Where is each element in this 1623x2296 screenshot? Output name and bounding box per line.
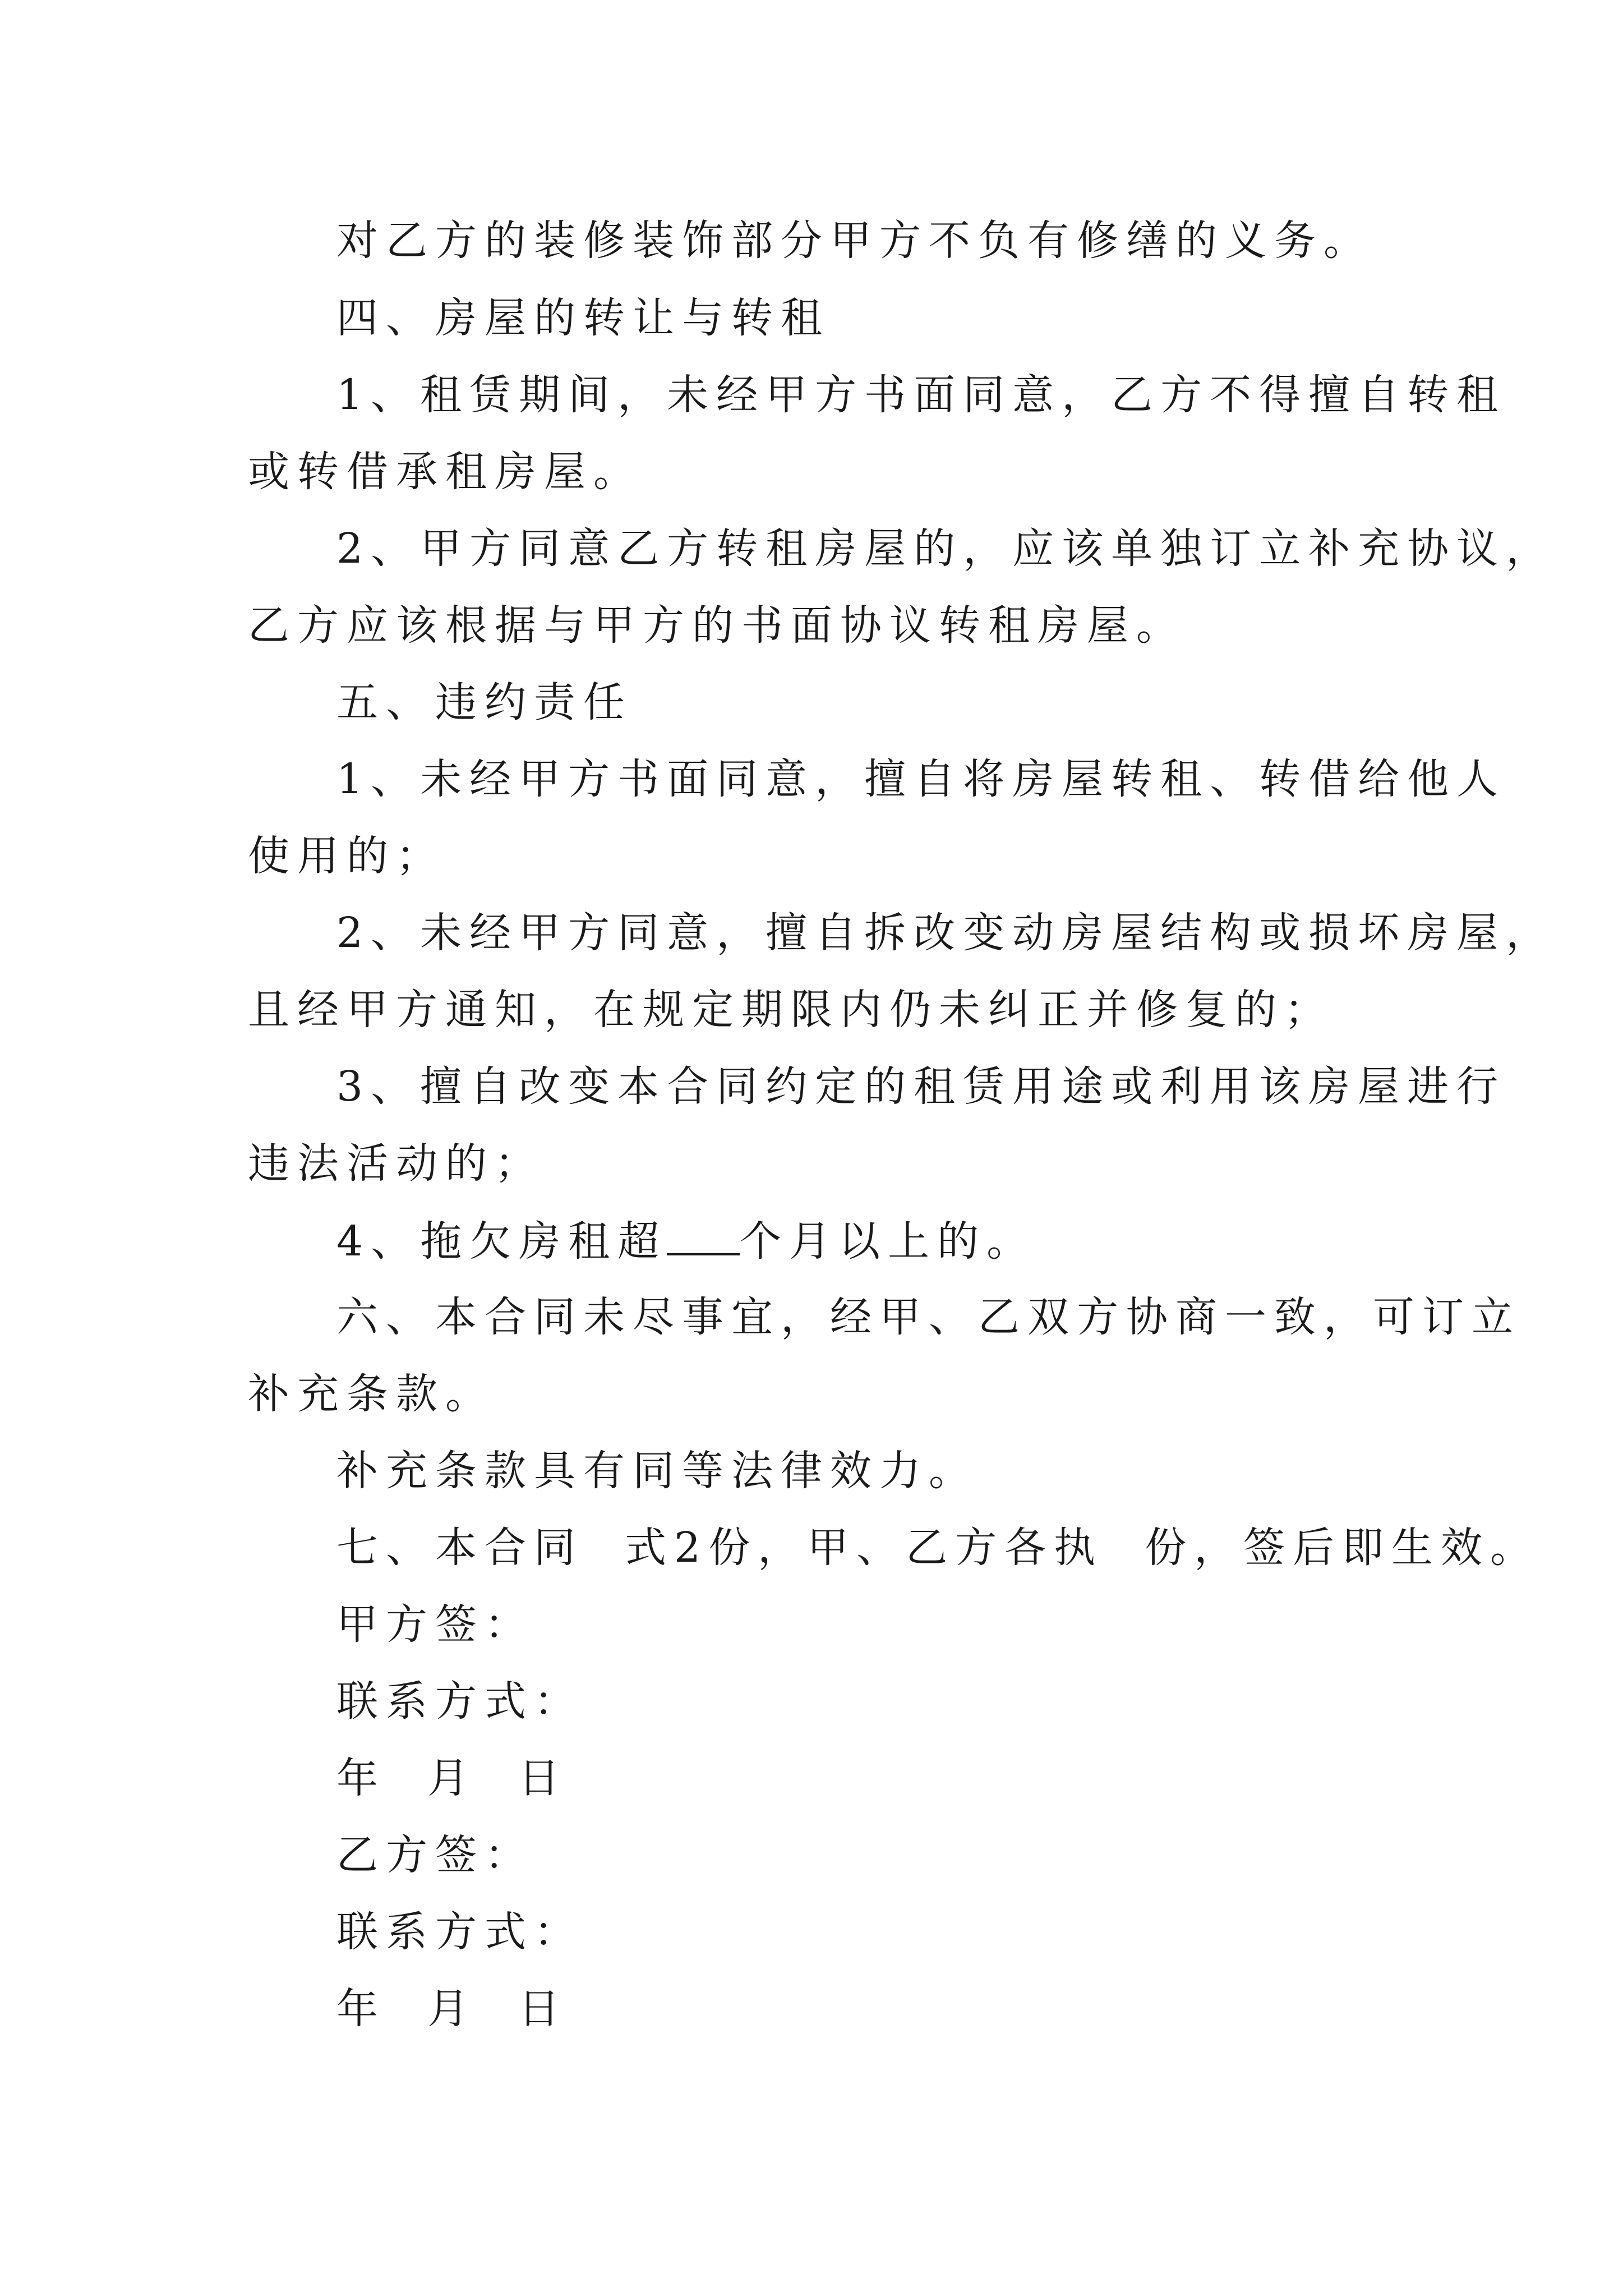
party-a-contact-label: 联系方式： xyxy=(336,1677,583,1726)
date-month-label: 月 xyxy=(427,1985,477,2033)
paragraph-line: 或转借承租房屋。 xyxy=(248,448,643,496)
text-segment: 个月以上的。 xyxy=(740,1217,1036,1266)
text-segment: 七、本合同 xyxy=(336,1524,583,1572)
party-a-signature-label: 甲方签： xyxy=(336,1600,534,1649)
paragraph-line: 乙方应该根据与甲方的书面协议转租房屋。 xyxy=(248,601,1186,650)
paragraph-line: 且经甲方通知，在规定期限内仍未纠正并修复的； xyxy=(248,986,1334,1034)
section-heading-transfer: 四、房屋的转让与转租 xyxy=(336,294,830,342)
paragraph-line: 1、未经甲方书面同意，擅自将房屋转租、转借给他人 xyxy=(336,755,1506,803)
paragraph-line: 2、未经甲方同意，擅自拆改变动房屋结构或损坏房屋， xyxy=(336,909,1556,957)
paragraph-line: 对乙方的装修装饰部分甲方不负有修缮的义务。 xyxy=(336,217,1373,265)
party-a-date xyxy=(336,1754,609,1802)
paragraph-line-rent-arrears xyxy=(336,1217,1036,1266)
paragraph-line: 2、甲方同意乙方转租房屋的，应该单独订立补充协议， xyxy=(336,524,1556,573)
date-day-label: 日 xyxy=(518,1754,568,1802)
section-heading-liability: 五、违约责任 xyxy=(336,678,633,726)
paragraph-line: 使用的； xyxy=(248,832,445,880)
paragraph-line: 违法活动的； xyxy=(248,1139,544,1188)
date-year-label: 年 xyxy=(336,1754,386,1802)
paragraph-line: 补充条款具有同等法律效力。 xyxy=(336,1447,978,1495)
paragraph-line: 3、擅自改变本合同约定的租赁用途或利用该房屋进行 xyxy=(336,1062,1506,1111)
text-segment: 4、拖欠房租超 xyxy=(336,1217,667,1266)
date-day-label: 日 xyxy=(518,1985,568,2033)
party-b-signature-label: 乙方签： xyxy=(336,1831,534,1879)
date-year-label: 年 xyxy=(336,1985,386,2033)
text-segment: 式2份，甲、乙方各执 xyxy=(625,1524,1104,1572)
fill-in-blank[interactable] xyxy=(667,1220,740,1255)
paragraph-line-copies xyxy=(336,1524,1540,1572)
date-month-label: 月 xyxy=(427,1754,477,1802)
party-b-contact-label: 联系方式： xyxy=(336,1908,583,1956)
party-b-date xyxy=(336,1985,609,2033)
paragraph-line: 1、租赁期间，未经甲方书面同意，乙方不得擅自转租 xyxy=(336,371,1506,419)
text-segment: 份，签后即生效。 xyxy=(1145,1524,1540,1572)
paragraph-line: 补充条款。 xyxy=(248,1370,495,1418)
paragraph-line: 六、本合同未尽事宜，经甲、乙双方协商一致，可订立 xyxy=(336,1293,1521,1341)
